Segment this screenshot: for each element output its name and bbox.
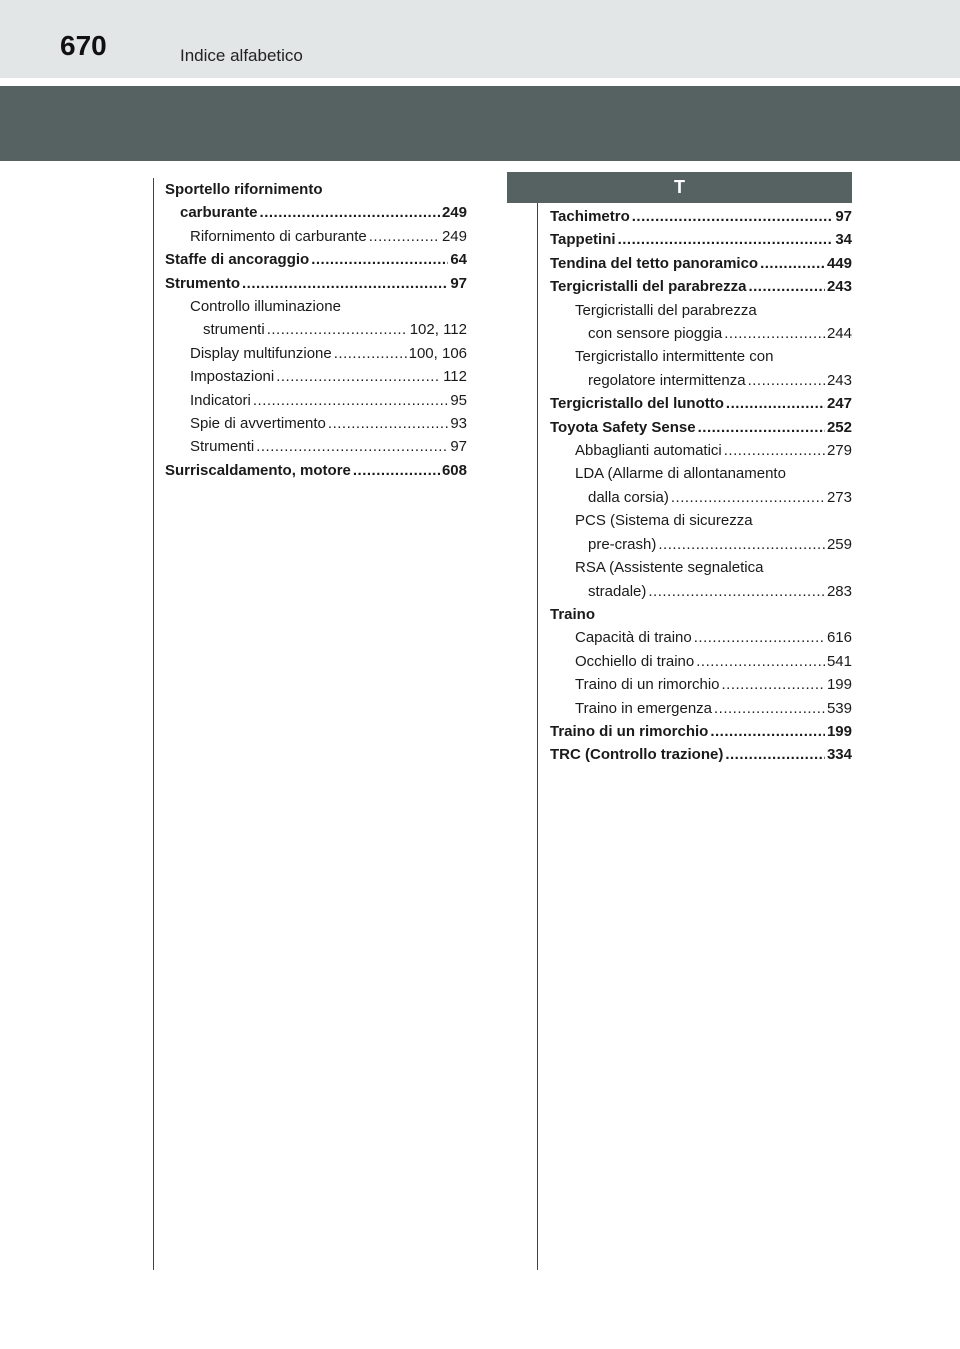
dot-leader	[671, 486, 825, 509]
index-entry-page: 97	[450, 438, 467, 456]
index-entry-page: 244	[826, 325, 852, 343]
index-entry-page: 608	[441, 461, 467, 479]
index-entry-text: strumenti	[203, 321, 265, 339]
index-column-left	[165, 178, 467, 482]
index-entry	[550, 580, 852, 603]
index-entry-text: Tappetini	[550, 231, 616, 249]
index-entry	[165, 459, 467, 482]
dot-leader	[658, 533, 825, 556]
index-entry-page: 100, 106	[408, 344, 467, 362]
index-entry-page: 97	[450, 274, 467, 292]
index-entry-text: Tergicristallo del lunotto	[550, 395, 724, 413]
dot-leader	[276, 365, 441, 388]
index-entry	[550, 228, 852, 251]
index-entry-page: 449	[826, 254, 852, 272]
index-entry-page: 243	[826, 371, 852, 389]
index-entry-text: Controllo illuminazione	[190, 298, 341, 316]
index-entry	[550, 697, 852, 720]
dot-leader	[748, 369, 825, 392]
index-entry	[550, 252, 852, 275]
index-entry	[550, 439, 852, 462]
dot-leader	[725, 743, 825, 766]
right-column-rule	[537, 203, 538, 1270]
index-entry-page: 334	[826, 746, 852, 764]
dot-leader	[256, 435, 448, 458]
index-entry	[550, 486, 852, 509]
index-entry	[550, 556, 852, 579]
index-entry	[165, 178, 467, 201]
index-entry	[550, 673, 852, 696]
dot-leader	[748, 275, 825, 298]
index-entry	[165, 412, 467, 435]
index-entry-text: PCS (Sistema di sicurezza	[575, 512, 753, 530]
index-entry-page: 64	[450, 251, 467, 269]
index-entry	[550, 392, 852, 415]
index-entry	[165, 342, 467, 365]
dot-leader	[311, 248, 448, 271]
index-entry	[165, 248, 467, 271]
index-entry-text: Indicatori	[190, 391, 251, 409]
dot-leader	[648, 580, 825, 603]
index-entry-page: 283	[826, 582, 852, 600]
index-entry-text: regolatore intermittenza	[588, 371, 746, 389]
index-entry	[165, 435, 467, 458]
header-banner	[0, 86, 960, 161]
index-entry-page: 249	[441, 227, 467, 245]
index-entry	[165, 225, 467, 248]
index-entry-page: 93	[450, 415, 467, 433]
section-letter-header: T	[507, 172, 852, 203]
dot-leader	[710, 720, 825, 743]
index-entry-text: Toyota Safety Sense	[550, 418, 696, 436]
left-column-rule	[153, 178, 154, 1270]
index-entry-text: Surriscaldamento, motore	[165, 461, 351, 479]
index-entry	[550, 509, 852, 532]
dot-leader	[253, 389, 448, 412]
index-entry	[165, 318, 467, 341]
dot-leader	[724, 439, 825, 462]
index-entry-text: Abbaglianti automatici	[575, 442, 722, 460]
dot-leader	[726, 392, 825, 415]
index-entry-text: RSA (Assistente segnaletica	[575, 559, 764, 577]
index-entry	[165, 272, 467, 295]
index-entry-text: pre-crash)	[588, 535, 657, 553]
index-entry-page: 199	[826, 676, 852, 694]
index-entry-text: Sportello rifornimento	[165, 181, 323, 198]
index-entry-text: Occhiello di traino	[575, 652, 695, 670]
index-entry-text: Traino in emergenza	[575, 699, 713, 717]
dot-leader	[353, 459, 440, 482]
index-entry-text: Strumenti	[190, 438, 255, 456]
index-entry	[550, 462, 852, 485]
index-entry	[550, 299, 852, 322]
index-entry-page: 539	[826, 699, 852, 717]
dot-leader	[369, 225, 440, 248]
index-entry	[165, 201, 467, 224]
index-entry	[550, 720, 852, 743]
index-entry-text: Tergicristalli del parabrezza	[550, 278, 747, 296]
index-entry	[550, 650, 852, 673]
dot-leader	[632, 205, 834, 228]
index-entry	[550, 369, 852, 392]
index-entry	[550, 205, 852, 228]
index-entry	[550, 416, 852, 439]
dot-leader	[714, 697, 825, 720]
index-entry-text: carburante	[180, 204, 258, 222]
dot-leader	[328, 412, 448, 435]
dot-leader	[694, 626, 825, 649]
index-entry-page: 97	[835, 208, 852, 225]
dot-leader	[698, 416, 825, 439]
dot-leader	[760, 252, 825, 275]
index-entry-page: 95	[450, 391, 467, 409]
index-entry	[550, 603, 852, 626]
index-entry	[550, 626, 852, 649]
index-entry-text: Traino	[550, 605, 596, 623]
dot-leader	[260, 201, 440, 224]
index-entry-page: 279	[826, 442, 852, 460]
index-entry-page: 273	[826, 488, 852, 506]
index-entry-text: Tendina del tetto panoramico	[550, 254, 759, 272]
index-entry-text: Spie di avvertimento	[190, 415, 326, 433]
index-entry	[165, 389, 467, 412]
index-entry-text: Staffe di ancoraggio	[165, 251, 310, 269]
index-entry-text: Rifornimento di carburante	[190, 227, 367, 245]
index-entry-text: Tergicristalli del parabrezza	[575, 301, 757, 319]
index-column-right	[550, 205, 852, 767]
index-entry-text: stradale)	[588, 582, 647, 600]
dot-leader	[334, 342, 407, 365]
index-entry	[550, 275, 852, 298]
page-header	[0, 0, 960, 78]
dot-leader	[242, 272, 448, 295]
index-entry	[550, 322, 852, 345]
dot-leader	[696, 650, 825, 673]
index-entry-page: 112	[443, 368, 467, 386]
index-entry-text: Impostazioni	[190, 368, 275, 386]
header-title: Indice alfabetico	[180, 46, 303, 65]
index-entry	[165, 295, 467, 318]
index-entry	[550, 345, 852, 368]
index-entry-text: Tachimetro	[550, 208, 630, 225]
index-entry	[550, 743, 852, 766]
index-entry-text: Capacità di traino	[575, 629, 692, 647]
dot-leader	[618, 228, 834, 251]
index-entry	[165, 365, 467, 388]
dot-leader	[722, 673, 825, 696]
dot-leader	[724, 322, 825, 345]
index-entry-page: 252	[826, 418, 852, 436]
index-entry-text: Tergicristallo intermittente con	[575, 348, 774, 366]
index-entry-text: Strumento	[165, 274, 240, 292]
dot-leader	[267, 318, 408, 341]
index-entry-page: 541	[826, 652, 852, 670]
index-entry-page: 247	[826, 395, 852, 413]
index-entry-page: 616	[826, 629, 852, 647]
index-entry-text: LDA (Allarme di allontanamento	[575, 465, 786, 483]
index-entry-text: Traino di un rimorchio	[575, 676, 720, 694]
index-entry-page: 102, 112	[409, 321, 467, 339]
index-entry-text: Traino di un rimorchio	[550, 722, 709, 740]
index-entry-text: TRC (Controllo trazione)	[550, 746, 724, 764]
index-entry-text: con sensore pioggia	[588, 325, 723, 343]
page-number: 670	[60, 30, 107, 61]
index-entry-page: 199	[826, 722, 852, 740]
index-entry-page: 34	[835, 231, 852, 249]
index-entry-text: dalla corsia)	[588, 488, 669, 506]
index-entry-page: 249	[441, 204, 467, 222]
index-entry-text: Display multifunzione	[190, 344, 332, 362]
index-entry-page: 259	[826, 535, 852, 553]
index-entry	[550, 533, 852, 556]
index-entry-page: 243	[826, 278, 852, 296]
